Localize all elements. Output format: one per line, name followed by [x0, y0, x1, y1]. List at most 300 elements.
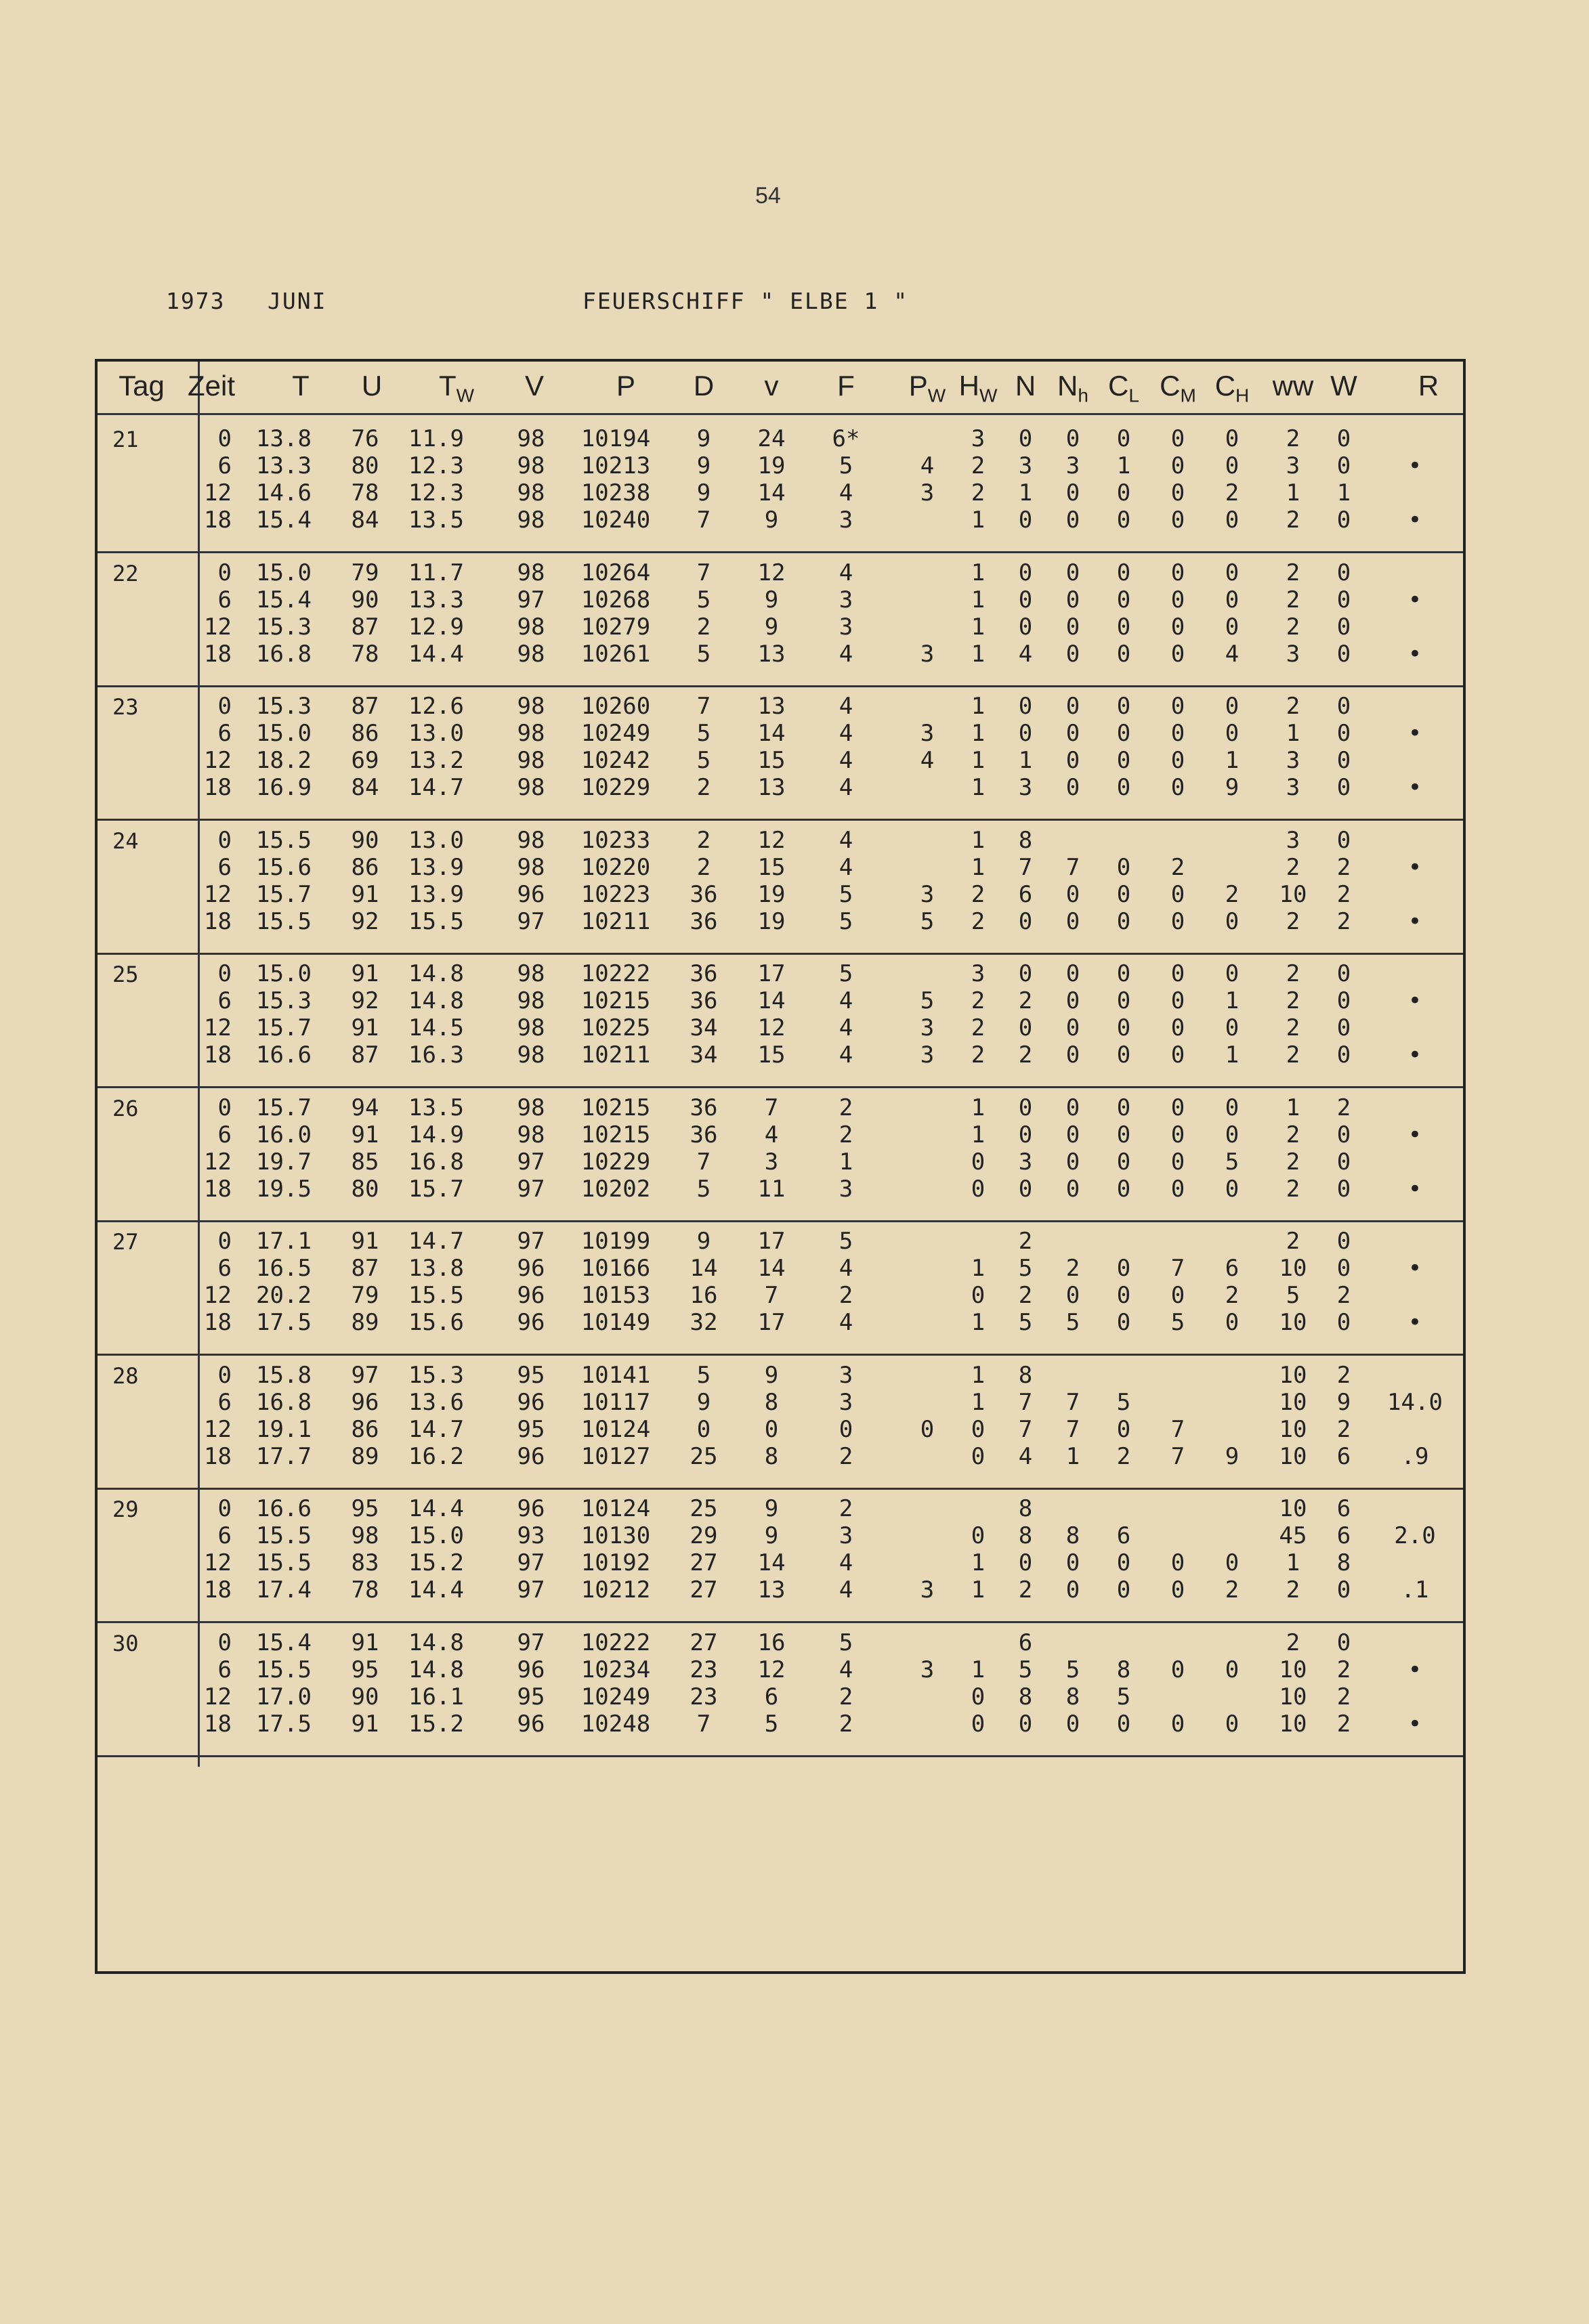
table-cell: 84 [351, 507, 379, 534]
table-cell: 12 [204, 1282, 232, 1309]
table-cell: 0 [1116, 1014, 1131, 1041]
table-cell: 14 [757, 720, 786, 747]
table-cell: 2 [1286, 1014, 1300, 1041]
table-cell: 0 [1116, 586, 1131, 614]
table-cell: 20.2 [256, 1282, 312, 1309]
table-cell: • [1407, 853, 1422, 881]
table-cell: 98 [517, 1094, 545, 1121]
table-cell: 10229 [580, 1148, 651, 1176]
day-separator [98, 1086, 1463, 1088]
table-cell: 2 [971, 452, 986, 479]
table-cell: 6* [832, 425, 860, 452]
table-cell: 2 [1225, 1282, 1240, 1309]
table-cell: 96 [517, 1495, 545, 1522]
table-cell: 91 [351, 1629, 379, 1656]
table-cell: 0 [217, 425, 232, 452]
table-cell: 86 [351, 1415, 379, 1443]
table-cell: 0 [1116, 1549, 1131, 1576]
table-cell: 1 [971, 1549, 986, 1576]
table-cell: 5 [1170, 1309, 1185, 1336]
table-cell: 4 [839, 987, 853, 1014]
table-cell: 2 [1018, 1282, 1033, 1309]
table-divider [198, 362, 200, 1767]
table-cell: 10229 [580, 774, 651, 801]
table-cell: 3 [920, 640, 935, 668]
table-cell: 4 [839, 1549, 853, 1576]
table-cell: 29 [690, 1522, 718, 1549]
table-cell: 17 [757, 960, 786, 987]
col-header-label: P [616, 370, 636, 402]
table-cell: 96 [351, 1388, 379, 1416]
table-cell: 16.6 [256, 1041, 312, 1069]
table-cell: 98 [351, 1522, 379, 1549]
table-cell: 78 [351, 1576, 379, 1604]
table-cell: 6 [764, 1683, 779, 1710]
day-label: 23 [112, 694, 139, 720]
table-cell: 17.4 [256, 1576, 312, 1604]
table-cell: 3 [920, 479, 935, 507]
table-cell: 0 [217, 1094, 232, 1121]
table-cell: 94 [351, 1094, 379, 1121]
table-cell: 0 [1065, 1710, 1080, 1738]
table-cell: 0 [1065, 880, 1080, 908]
table-cell: 17.7 [256, 1442, 312, 1470]
table-cell: 32 [690, 1309, 718, 1336]
table-cell: 15.7 [256, 1094, 312, 1121]
day-label: 29 [112, 1497, 139, 1522]
table-cell: 1 [971, 853, 986, 881]
col-header-label: T [292, 370, 310, 402]
table-cell: 0 [920, 1415, 935, 1443]
table-cell: 6 [1336, 1442, 1351, 1470]
table-cell: 5 [839, 907, 853, 935]
table-cell: 90 [351, 586, 379, 614]
table-cell: 12.3 [408, 452, 464, 479]
day-separator [98, 685, 1463, 687]
table-cell: 25 [690, 1442, 718, 1470]
table-cell: 13.9 [408, 880, 464, 908]
table-cell: 90 [351, 1683, 379, 1710]
table-cell: 0 [1065, 1148, 1080, 1176]
table-cell: 19.5 [256, 1175, 312, 1203]
table-cell: 5 [764, 1710, 779, 1738]
table-cell: 3 [971, 960, 986, 987]
table-cell: 36 [690, 1121, 718, 1148]
table-cell: 7 [1018, 1388, 1033, 1416]
table-cell: 13.6 [408, 1388, 464, 1416]
table-cell: 0 [1065, 479, 1080, 507]
table-cell: 4 [839, 1255, 853, 1282]
table-cell: 6 [217, 452, 232, 479]
table-cell: 6 [217, 1388, 232, 1416]
table-cell: 84 [351, 774, 379, 801]
header-year: 1973 [166, 288, 226, 314]
table-cell: 18 [204, 507, 232, 534]
table-cell: 0 [1225, 452, 1240, 479]
table-cell: 0 [1116, 1415, 1131, 1443]
table-cell: 13.3 [408, 586, 464, 614]
table-cell: 12 [204, 747, 232, 774]
col-header-v [525, 370, 544, 402]
table-cell: 1 [971, 586, 986, 614]
table-cell: 7 [1065, 1388, 1080, 1416]
table-cell: 8 [1065, 1522, 1080, 1549]
table-cell: 4 [1225, 640, 1240, 668]
table-cell: 86 [351, 720, 379, 747]
table-cell: 0 [971, 1710, 986, 1738]
table-cell: 5 [1018, 1255, 1033, 1282]
col-header-label: ww [1272, 370, 1314, 402]
table-cell: 0 [1336, 1228, 1351, 1255]
table-cell: 2 [839, 1710, 853, 1738]
table-cell: 1 [971, 693, 986, 720]
table-cell: 2 [1286, 613, 1300, 641]
table-cell: 14.4 [408, 640, 464, 668]
table-cell: 1 [971, 1309, 986, 1336]
table-cell: 18 [204, 774, 232, 801]
header-title: FEUERSCHIFF " ELBE 1 " [582, 288, 909, 314]
table-cell: 18 [204, 1041, 232, 1069]
table-cell: 14 [757, 1255, 786, 1282]
table-cell: 10233 [580, 826, 651, 854]
table-cell: 6 [1225, 1255, 1240, 1282]
table-cell: • [1407, 1121, 1422, 1148]
table-cell: 97 [517, 1175, 545, 1203]
table-cell: 91 [351, 1014, 379, 1041]
table-cell: 0 [1018, 1549, 1033, 1576]
table-cell: 2 [1336, 1656, 1351, 1683]
table-cell: 2 [696, 774, 711, 801]
col-header-sub: h [1078, 385, 1088, 406]
table-cell: 14.8 [408, 960, 464, 987]
table-cell: 18.2 [256, 747, 312, 774]
table-cell: 4 [839, 1656, 853, 1683]
table-cell: 95 [517, 1683, 545, 1710]
table-cell: 2 [1336, 1282, 1351, 1309]
table-cell: 1 [971, 1656, 986, 1683]
table-cell: 0 [1065, 774, 1080, 801]
table-cell: 9 [696, 479, 711, 507]
table-cell: 0 [1170, 747, 1185, 774]
table-cell: 3 [1065, 452, 1080, 479]
table-cell: 10213 [580, 452, 651, 479]
col-header-p [616, 370, 635, 402]
table-cell: 2 [1286, 1629, 1300, 1656]
table-cell: 2 [1286, 425, 1300, 452]
table-cell: 5 [920, 987, 935, 1014]
table-cell: 14 [690, 1255, 718, 1282]
table-cell: 16.3 [408, 1041, 464, 1069]
table-cell: 15.0 [256, 559, 312, 586]
table-cell: 4 [839, 1309, 853, 1336]
table-cell: 14 [757, 987, 786, 1014]
table-cell: 0 [1116, 987, 1131, 1014]
table-cell: 15.3 [256, 613, 312, 641]
table-cell: • [1407, 507, 1422, 534]
table-cell: 9 [764, 507, 779, 534]
table-cell: • [1407, 1255, 1422, 1282]
table-cell: 0 [1225, 1121, 1240, 1148]
table-cell: 2 [839, 1683, 853, 1710]
table-cell: • [1407, 1309, 1422, 1336]
table-cell: 2 [971, 479, 986, 507]
table-cell: 10 [1279, 1309, 1307, 1336]
table-cell: 6 [1336, 1522, 1351, 1549]
table-cell: 1 [1225, 1041, 1240, 1069]
table-cell: 0 [217, 1629, 232, 1656]
table-cell: 1 [971, 826, 986, 854]
day-label: 24 [112, 827, 139, 854]
table-cell: 89 [351, 1442, 379, 1470]
table-cell: 16.8 [256, 640, 312, 668]
table-cell: 10222 [580, 1629, 651, 1656]
col-header-f [837, 370, 855, 402]
table-cell: 4 [920, 452, 935, 479]
table-cell: 2 [1286, 1228, 1300, 1255]
table-cell: 2 [1286, 853, 1300, 881]
table-cell: 98 [517, 559, 545, 586]
table-cell: 0 [1116, 640, 1131, 668]
table-cell: 15.3 [256, 693, 312, 720]
table-cell: 14.4 [408, 1495, 464, 1522]
table-cell: 2 [1336, 853, 1351, 881]
table-cell: 0 [1018, 507, 1033, 534]
table-cell: 0 [1116, 853, 1131, 881]
table-cell: 12 [204, 1148, 232, 1176]
table-cell: 8 [1018, 1361, 1033, 1389]
table-cell: 0 [1170, 720, 1185, 747]
table-cell: 87 [351, 693, 379, 720]
table-cell: 1 [1116, 452, 1131, 479]
day-separator [98, 551, 1463, 553]
table-cell: 98 [517, 720, 545, 747]
table-cell: 91 [351, 1710, 379, 1738]
table-cell: 0 [1065, 586, 1080, 614]
table-cell: 0 [1170, 613, 1185, 641]
table-cell: • [1407, 1710, 1422, 1738]
table-cell: 15.3 [256, 987, 312, 1014]
table-cell: 2 [1336, 1683, 1351, 1710]
table-cell: 98 [517, 853, 545, 881]
table-cell: 27 [690, 1549, 718, 1576]
table-cell: 2 [971, 1041, 986, 1069]
table-cell: 7 [696, 1148, 711, 1176]
table-cell: 2 [1286, 693, 1300, 720]
table-cell: 76 [351, 425, 379, 452]
day-label: 21 [112, 427, 139, 452]
table-cell: 0 [1336, 559, 1351, 586]
table-cell: 0 [1170, 907, 1185, 935]
table-cell: 0 [971, 1148, 986, 1176]
table-cell: 0 [1065, 747, 1080, 774]
table-cell: 2 [1225, 479, 1240, 507]
table-cell: 96 [517, 1710, 545, 1738]
table-cell: 0 [217, 826, 232, 854]
col-header-label: P [908, 370, 928, 402]
table-cell: 3 [920, 1656, 935, 1683]
table-cell: 8 [1065, 1683, 1080, 1710]
table-cell: 2 [1336, 1094, 1351, 1121]
table-cell: 0 [217, 559, 232, 586]
col-header-t [292, 370, 310, 402]
table-cell: 96 [517, 1442, 545, 1470]
table-cell: 98 [517, 747, 545, 774]
table-cell: 6 [217, 1522, 232, 1549]
table-cell: 13 [757, 774, 786, 801]
table-cell: 0 [1336, 720, 1351, 747]
table-cell: 2 [1286, 987, 1300, 1014]
table-cell: 14.0 [1387, 1388, 1443, 1416]
table-cell: 95 [351, 1656, 379, 1683]
table-cell: 83 [351, 1549, 379, 1576]
col-header-vv [765, 370, 779, 402]
table-cell: 1 [971, 1388, 986, 1416]
table-cell: 0 [1116, 747, 1131, 774]
table-cell: • [1407, 586, 1422, 614]
table-cell: 0 [1170, 987, 1185, 1014]
table-cell: 1 [839, 1148, 853, 1176]
table-cell: 0 [1170, 1041, 1185, 1069]
table-cell: 15.5 [408, 1282, 464, 1309]
table-cell: 1 [1065, 1442, 1080, 1470]
table-cell: 0 [1225, 960, 1240, 987]
col-header-label: W [1330, 370, 1357, 402]
table-cell: 16.9 [256, 774, 312, 801]
table-cell: 18 [204, 1175, 232, 1203]
table-cell: 13.5 [408, 1094, 464, 1121]
table-cell: 10240 [580, 507, 651, 534]
table-cell: 4 [839, 640, 853, 668]
table-cell: 7 [696, 693, 711, 720]
table-cell: 19 [757, 452, 786, 479]
header-rule [98, 413, 1463, 415]
table-cell: 0 [1065, 1576, 1080, 1604]
table-cell: 13.8 [256, 425, 312, 452]
day-label: 30 [112, 1630, 139, 1656]
table-cell: 1 [971, 1576, 986, 1604]
table-cell: 0 [1065, 693, 1080, 720]
table-cell: 11.7 [408, 559, 464, 586]
table-cell: 0 [1065, 1094, 1080, 1121]
table-cell: 15 [757, 747, 786, 774]
table-cell: 1 [1286, 720, 1300, 747]
col-header-sub: H [1235, 385, 1250, 406]
table-cell: 2 [839, 1094, 853, 1121]
table-cell: 0 [1225, 907, 1240, 935]
table-cell: 12 [204, 880, 232, 908]
table-cell: 19.1 [256, 1415, 312, 1443]
table-cell: 10248 [580, 1710, 651, 1738]
table-cell: 93 [517, 1522, 545, 1549]
table-cell: 3 [920, 1576, 935, 1604]
table-cell: 0 [1170, 1549, 1185, 1576]
table-cell: 3 [1018, 452, 1033, 479]
table-cell: 14.4 [408, 1576, 464, 1604]
table-cell: 0 [1065, 1282, 1080, 1309]
table-cell: 12 [204, 1014, 232, 1041]
table-cell: 9 [1336, 1388, 1351, 1416]
table-cell: 12 [204, 613, 232, 641]
table-cell: 16.1 [408, 1683, 464, 1710]
table-cell: 95 [517, 1415, 545, 1443]
day-label: 28 [112, 1362, 139, 1389]
table-cell: 5 [839, 880, 853, 908]
table-cell: 0 [1065, 613, 1080, 641]
table-cell: 10249 [580, 720, 651, 747]
table-cell: 10192 [580, 1549, 651, 1576]
table-cell: 16.2 [408, 1442, 464, 1470]
col-header-cl [1108, 370, 1139, 406]
table-cell: 86 [351, 853, 379, 881]
table-cell: 15.4 [256, 586, 312, 614]
table-cell: 0 [1170, 1576, 1185, 1604]
table-cell: 0 [1336, 747, 1351, 774]
table-cell: 16.5 [256, 1255, 312, 1282]
table-cell: 6 [1336, 1495, 1351, 1522]
table-cell: 3 [920, 720, 935, 747]
table-cell: 3 [839, 586, 853, 614]
col-header-ch [1215, 370, 1250, 406]
table-cell: 1 [1286, 479, 1300, 507]
table-cell: 2 [1336, 1361, 1351, 1389]
table-cell: 0 [1336, 987, 1351, 1014]
table-cell: 3 [1018, 1148, 1033, 1176]
table-cell: 15.7 [256, 1014, 312, 1041]
table-cell: • [1407, 720, 1422, 747]
col-header-hw [959, 370, 998, 406]
table-cell: 1 [971, 1255, 986, 1282]
table-cell: 97 [517, 1629, 545, 1656]
table-cell: 7 [764, 1094, 779, 1121]
table-cell: 1 [971, 1121, 986, 1148]
table-cell: 0 [1225, 720, 1240, 747]
table-cell: 0 [1336, 1576, 1351, 1604]
table-cell: 0 [1225, 1014, 1240, 1041]
table-cell: 0 [1018, 1014, 1033, 1041]
table-cell: 6 [217, 720, 232, 747]
table-cell: 9 [1225, 1442, 1240, 1470]
col-header-d [694, 370, 714, 402]
table-cell: 0 [1170, 960, 1185, 987]
table-cell: 2 [1018, 987, 1033, 1014]
table-cell: 0 [1065, 640, 1080, 668]
table-cell: 15.0 [256, 960, 312, 987]
table-cell: 6 [217, 586, 232, 614]
table-cell: 2.0 [1394, 1522, 1436, 1549]
table-cell: 12 [757, 826, 786, 854]
table-cell: 27 [690, 1629, 718, 1656]
table-cell: 15.7 [256, 880, 312, 908]
table-cell: 0 [1170, 640, 1185, 668]
table-cell: 5 [696, 1361, 711, 1389]
table-cell: 8 [1018, 1522, 1033, 1549]
table-cell: 0 [1336, 1255, 1351, 1282]
table-cell: 0 [217, 1495, 232, 1522]
table-cell: 96 [517, 880, 545, 908]
table-cell: 0 [217, 960, 232, 987]
table-cell: 0 [1116, 1148, 1131, 1176]
table-cell: 0 [1116, 960, 1131, 987]
table-cell: 7 [696, 559, 711, 586]
table-cell: 2 [1170, 853, 1185, 881]
table-cell: 6 [1116, 1522, 1131, 1549]
table-cell: 1 [971, 720, 986, 747]
col-header-u [362, 370, 382, 402]
table-cell: 10234 [580, 1656, 651, 1683]
table-cell: 4 [1018, 640, 1033, 668]
table-cell: 12.6 [408, 693, 464, 720]
table-cell: 14.9 [408, 1121, 464, 1148]
